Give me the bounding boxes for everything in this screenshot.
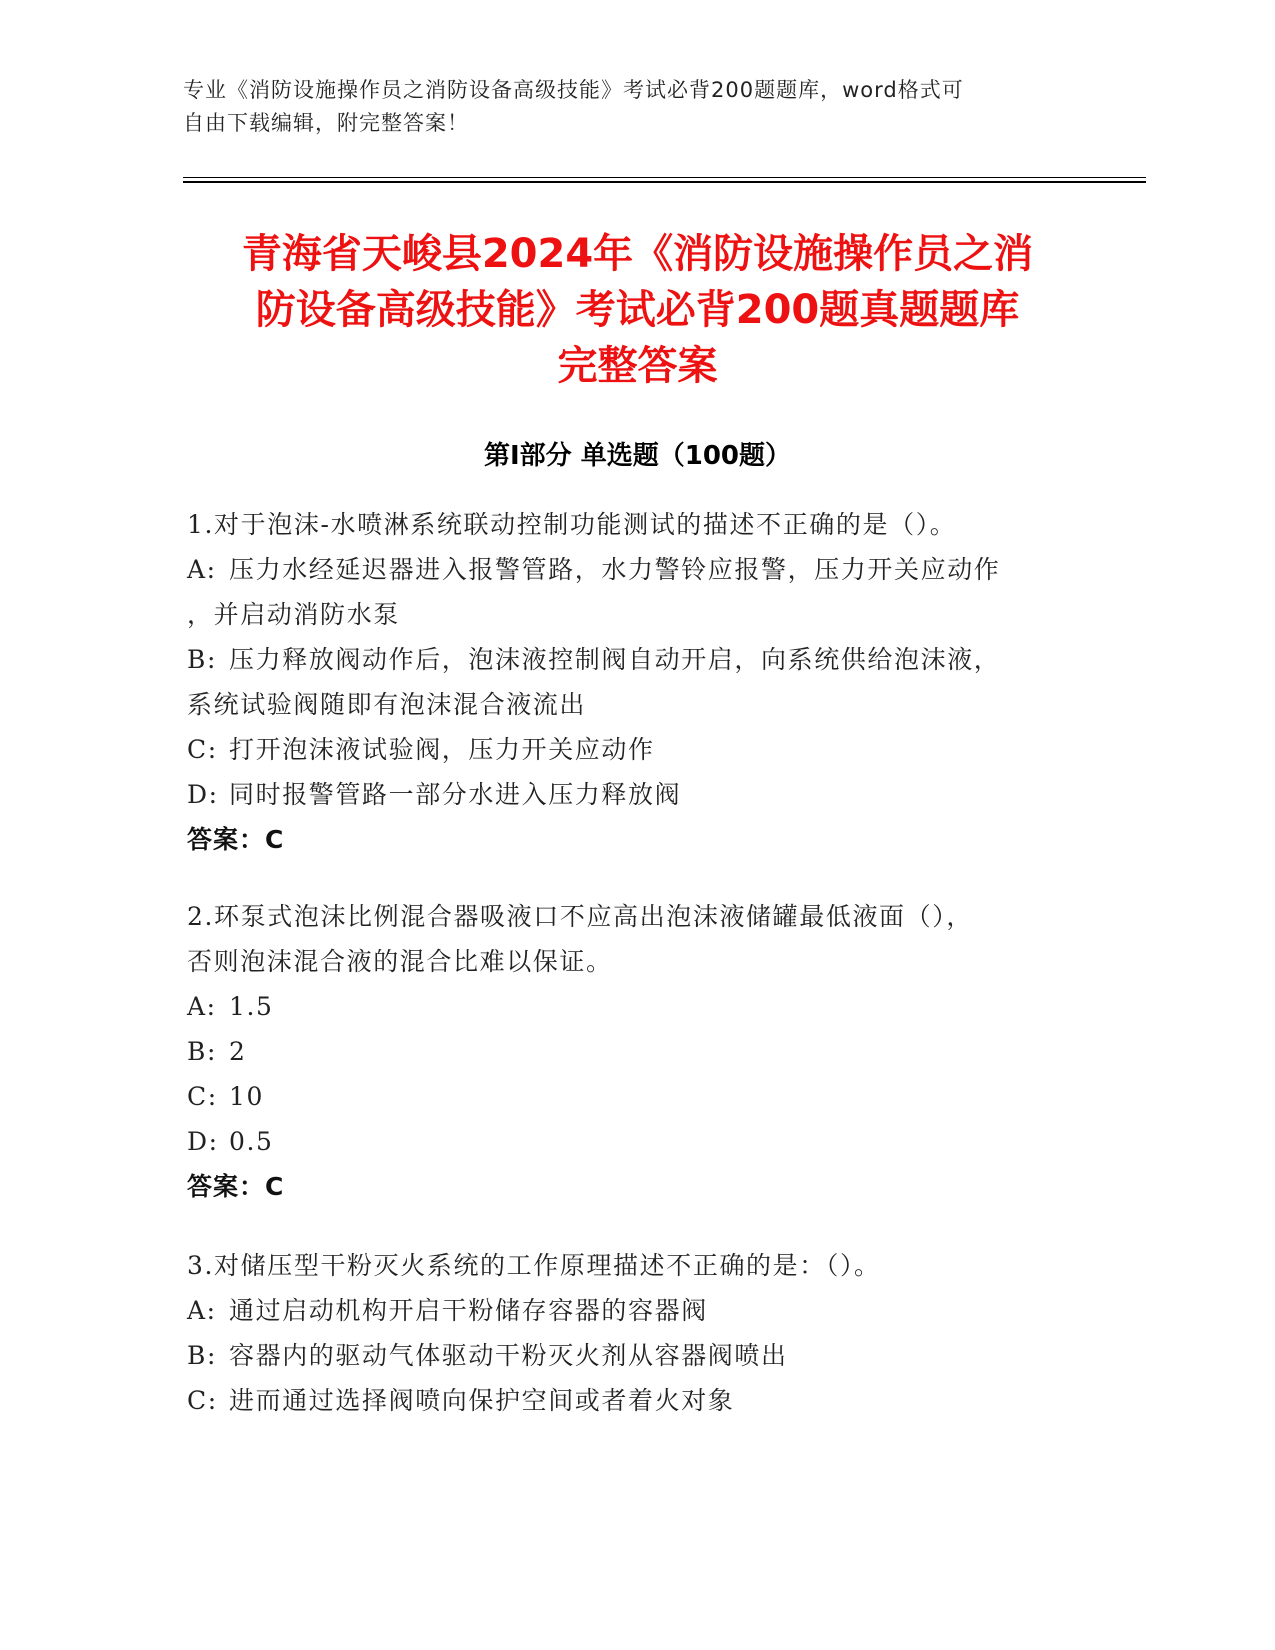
option-text: 0.5: [229, 1127, 274, 1156]
option-label: C:: [187, 735, 218, 764]
option-a: [187, 984, 1067, 1029]
option-c: [187, 1074, 1067, 1119]
title-line-3: 完整答案: [557, 343, 718, 389]
answer: 答案：C: [187, 825, 285, 854]
option-a: [187, 547, 1067, 592]
option-c: [187, 1378, 1067, 1423]
option-label: D:: [187, 780, 219, 809]
option-text: 通过启动机构开启干粉储存容器的容器阀: [229, 1296, 708, 1325]
option-label: A:: [187, 992, 217, 1021]
option-text: 打开泡沫液试验阀，压力开关应动作: [229, 735, 655, 764]
header-note: [183, 74, 1063, 140]
option-label: A:: [187, 1296, 217, 1325]
option-text: 2: [229, 1037, 247, 1066]
answer: 答案：C: [187, 1172, 285, 1201]
option-label: B:: [187, 1341, 217, 1370]
option-text: 压力水经延迟器进入报警管路，水力警铃应报警，压力开关应动作: [229, 555, 1001, 584]
document-title: [150, 226, 1125, 394]
option-d: [187, 772, 1067, 817]
question-stem-continued: 否则泡沫混合液的混合比难以保证。: [187, 947, 613, 976]
option-text: 10: [229, 1082, 265, 1111]
option-c: [187, 727, 1067, 772]
option-b-continued: 系统试验阀随即有泡沫混合液流出: [187, 690, 587, 719]
header-note-line-1: 专业《消防设施操作员之消防设备高级技能》考试必背200题题库，word格式可: [183, 78, 964, 102]
title-line-2: 防设备高级技能》考试必背200题真题题库: [255, 287, 1020, 333]
option-label: D:: [187, 1127, 219, 1156]
option-d: [187, 1119, 1067, 1164]
question-3: [187, 1243, 1067, 1423]
option-label: C:: [187, 1082, 218, 1111]
option-a: [187, 1288, 1067, 1333]
option-text: 压力释放阀动作后，泡沫液控制阀自动开启，向系统供给泡沫液，: [229, 645, 1001, 674]
option-label: C:: [187, 1386, 218, 1415]
header-divider-thick: [183, 181, 1146, 183]
header-note-line-2: 自由下载编辑，附完整答案！: [183, 111, 469, 135]
option-text: 同时报警管路一部分水进入压力释放阀: [229, 780, 682, 809]
option-label: A:: [187, 555, 217, 584]
option-b: [187, 637, 1067, 682]
header-divider-thin: [183, 177, 1146, 178]
question-stem: 1.对于泡沫-水喷淋系统联动控制功能测试的描述不正确的是（）。: [187, 510, 957, 539]
title-line-1: 青海省天峻县2024年《消防设施操作员之消: [241, 231, 1034, 277]
option-label: B:: [187, 1037, 217, 1066]
option-b: [187, 1029, 1067, 1074]
option-text: 1.5: [229, 992, 274, 1021]
option-a-continued: ，并启动消防水泵: [187, 600, 400, 629]
option-text: 容器内的驱动气体驱动干粉灭火剂从容器阀喷出: [229, 1341, 788, 1370]
option-text: 进而通过选择阀喷向保护空间或者着火对象: [229, 1386, 735, 1415]
question-2: [187, 894, 1067, 1209]
section-title: 第Ⅰ部分 单选题（100题）: [484, 441, 791, 471]
question-1: [187, 502, 1067, 862]
question-stem: 2.环泵式泡沫比例混合器吸液口不应高出泡沫液储罐最低液面（），: [187, 902, 973, 931]
question-stem: 3.对储压型干粉灭火系统的工作原理描述不正确的是：（）。: [187, 1251, 881, 1280]
option-label: B:: [187, 645, 217, 674]
option-b: [187, 1333, 1067, 1378]
